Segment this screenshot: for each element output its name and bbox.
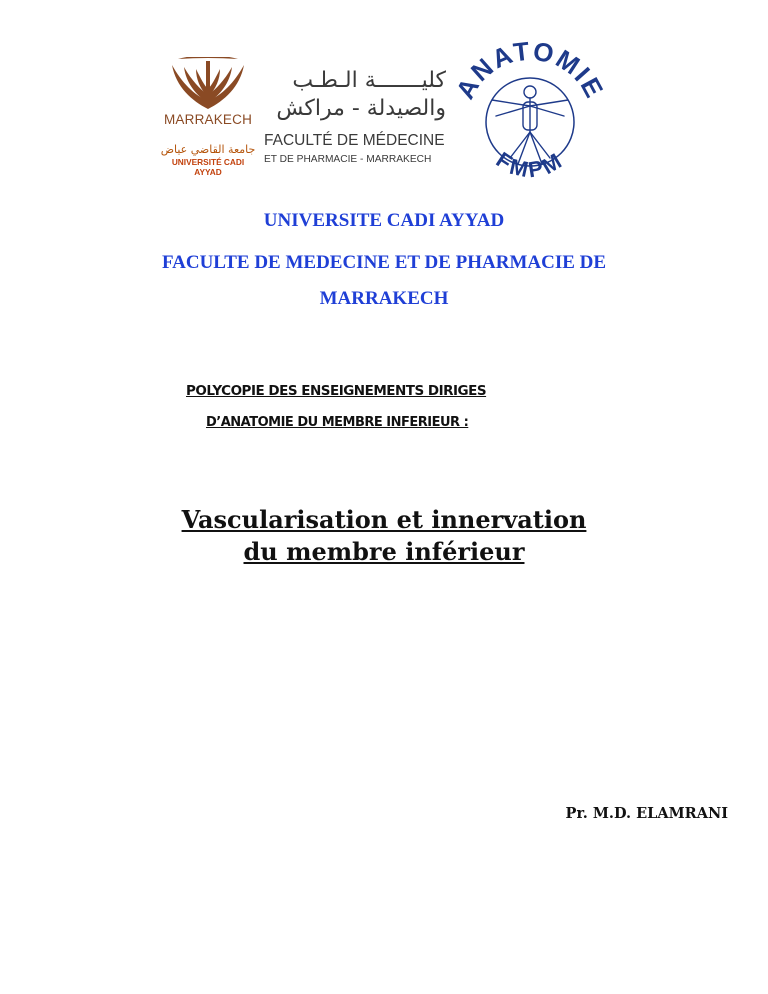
faculty-arabic-line2: والصيدلة - مراكش [276,96,446,121]
uca-arabic-label: جامعة القاضي عياض [160,143,256,156]
anatomie-emblem-icon [450,40,610,190]
subtitle-line2: D’ANATOMIE DU MEMBRE INFERIEUR : [206,415,469,430]
anatomie-logo [450,40,610,190]
svg-text:ANATOMIE [450,40,610,104]
faculty-french-line2: ET DE PHARMACIE - MARRAKECH [264,154,432,165]
document-title-line1: Vascularisation et innervation [181,505,587,534]
anatomie-bottom-label: FMPM [491,146,569,183]
uca-emblem-icon [166,57,250,113]
svg-text:FMPM [492,147,569,183]
document-title-line2: du membre inférieur [243,537,525,566]
uca-city-label: MARRAKECH [163,112,253,127]
faculty-arabic-line1: كليـــــــة الـطـب [292,68,446,93]
faculty-heading-line1: FACULTE DE MEDECINE ET DE PHARMACIE DE [161,252,607,273]
university-heading: UNIVERSITE CADI AYYAD [263,210,505,231]
faculty-heading-line2: MARRAKECH [319,288,449,309]
uca-latin-label: UNIVERSITÉ CADI AYYAD [171,157,245,177]
subtitle-line1: POLYCOPIE DES ENSEIGNEMENTS DIRIGES [186,383,487,399]
uca-logo [158,57,258,177]
author-name: Pr. M.D. ELAMRANI [565,805,728,822]
faculty-logo [262,68,454,173]
anatomie-top-label: ANATOMIE [450,40,610,104]
faculty-french-line1: FACULTÉ DE MÉDECINE [264,132,445,149]
